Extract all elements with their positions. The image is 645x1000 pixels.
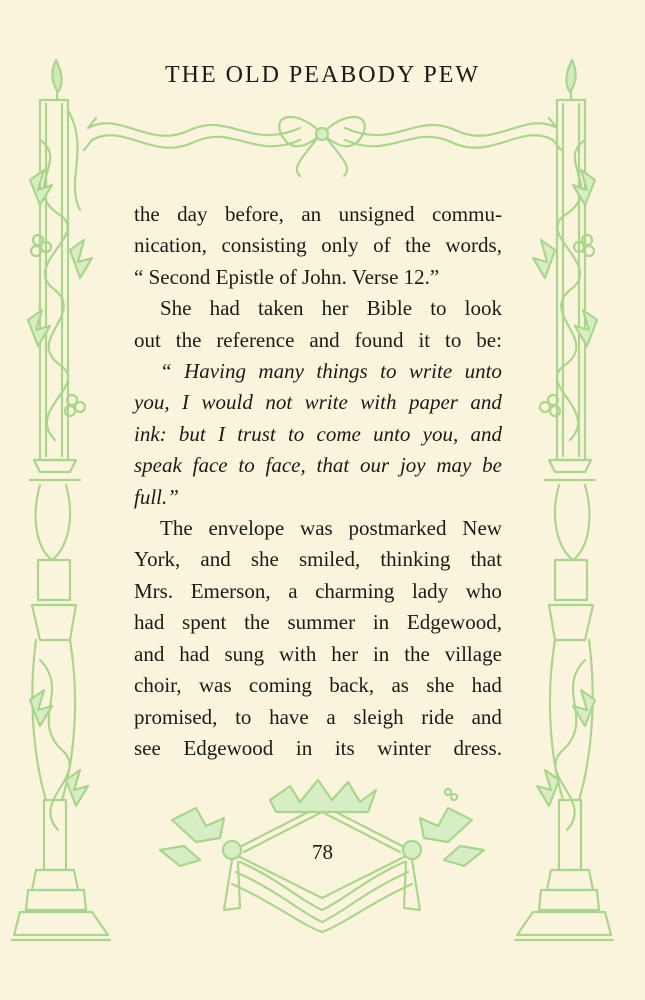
page-number: 78 <box>312 840 333 864</box>
text-line: Mrs. Emerson, a charming lady who <box>134 578 502 603</box>
text-line: you, I would not write with paper and <box>134 390 502 415</box>
text-line: She had taken her Bible to look <box>160 296 502 321</box>
text-line: see Edgewood in its winter dress. <box>134 735 502 760</box>
body-text <box>134 199 502 764</box>
ribbon-bow-icon <box>84 117 561 176</box>
text-line: choir, was coming back, as she had <box>134 673 502 698</box>
text-line: “ Having many things to write unto <box>160 359 502 384</box>
right-candlestick-icon <box>515 60 613 940</box>
text-line: The envelope was postmarked New <box>160 516 502 541</box>
text-line: had spent the summer in Edgewood, <box>134 610 502 635</box>
text-line: full.” <box>134 484 179 509</box>
running-head: THE OLD PEABODY PEW <box>164 62 481 88</box>
text-line: nication, consisting only of the words, <box>134 233 502 258</box>
left-candlestick-icon <box>12 60 110 940</box>
text-line: ink: but I trust to come unto you, and <box>134 421 502 446</box>
text-line: out the reference and found it to be: <box>134 327 502 352</box>
text-line: promised, to have a sleigh ride and <box>134 704 502 729</box>
text-line: York, and she smiled, thinking that <box>134 547 502 572</box>
text-line: the day before, an unsigned commu- <box>134 202 502 226</box>
text-line: speak face to face, that our joy may be <box>134 453 502 478</box>
text-line: and had sung with her in the village <box>134 641 502 666</box>
text-line: “ Second Epistle of John. Verse 12.” <box>134 264 440 289</box>
